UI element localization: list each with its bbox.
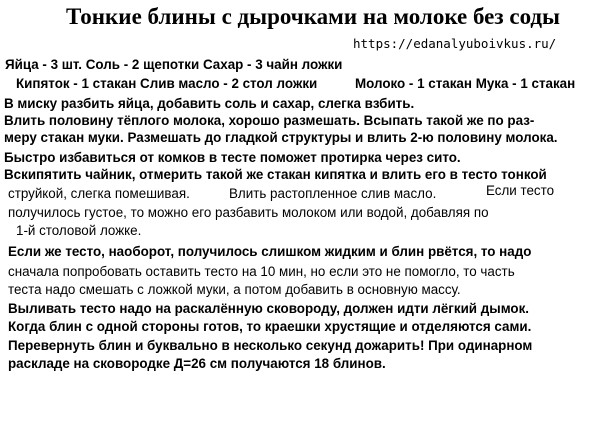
ingredients-line-1: Яйца - 3 шт. Соль - 2 щепотки Сахар - 3 чайн ложки	[5, 57, 343, 72]
step-line: 1-й столовой ложке.	[16, 223, 142, 238]
step-line: Влить половину тёплого молока, хорошо размешать. Всыпать такой же по раз-	[4, 113, 535, 128]
step-line: струйкой, слегка помешивая.	[8, 186, 190, 201]
step-line: теста надо смешать с ложкой муки, а потом добавить в основную массу.	[8, 282, 461, 297]
step-line: Вскипятить чайник, отмерить такой же стакан кипятка и влить его в тесто тонкой	[4, 167, 547, 182]
step-line: Если же тесто, наоборот, получилось слишком жидким и блин рвётся, то надо	[8, 244, 532, 259]
step-line: Быстро избавиться от комков в тесте поможет протирка через сито.	[4, 150, 461, 165]
step-line: Если тесто	[486, 183, 555, 198]
step-line: В миску разбить яйца, добавить соль и сахар, слегка взбить.	[4, 96, 415, 111]
step-line: сначала попробовать оставить тесто на 10 мин, но если это не помогло, то часть	[8, 264, 515, 279]
step-line: Перевернуть блин и буквально в несколько секунд дожарить! При одинарном	[8, 338, 533, 353]
step-line: Когда блин с одной стороны готов, то краешки хрустящие и отделяются сами.	[8, 319, 532, 334]
step-line: меру стакан муки. Размешать до гладкой структуры и влить 2-ю половину молока.	[4, 130, 558, 145]
step-line: получилось густое, то можно его разбавить молоком или водой, добавляя по	[8, 205, 489, 220]
step-line: Выливать тесто надо на раскалённую сковороду, должен идти лёгкий дымок.	[8, 301, 530, 316]
step-line: Влить растопленное слив масло.	[229, 186, 437, 201]
source-url: https://edanalyuboivkus.ru/	[353, 36, 557, 51]
ingredients-line-3: Молоко - 1 стакан Мука - 1 стакан	[355, 76, 576, 91]
step-line: раскладе на сковородке Д=26 см получаются 18 блинов.	[8, 356, 386, 371]
ingredients-line-2: Кипяток - 1 стакан Слив масло - 2 стол ложки	[16, 76, 318, 91]
page-title: Тонкие блины с дырочками на молоке без соды	[66, 4, 560, 29]
